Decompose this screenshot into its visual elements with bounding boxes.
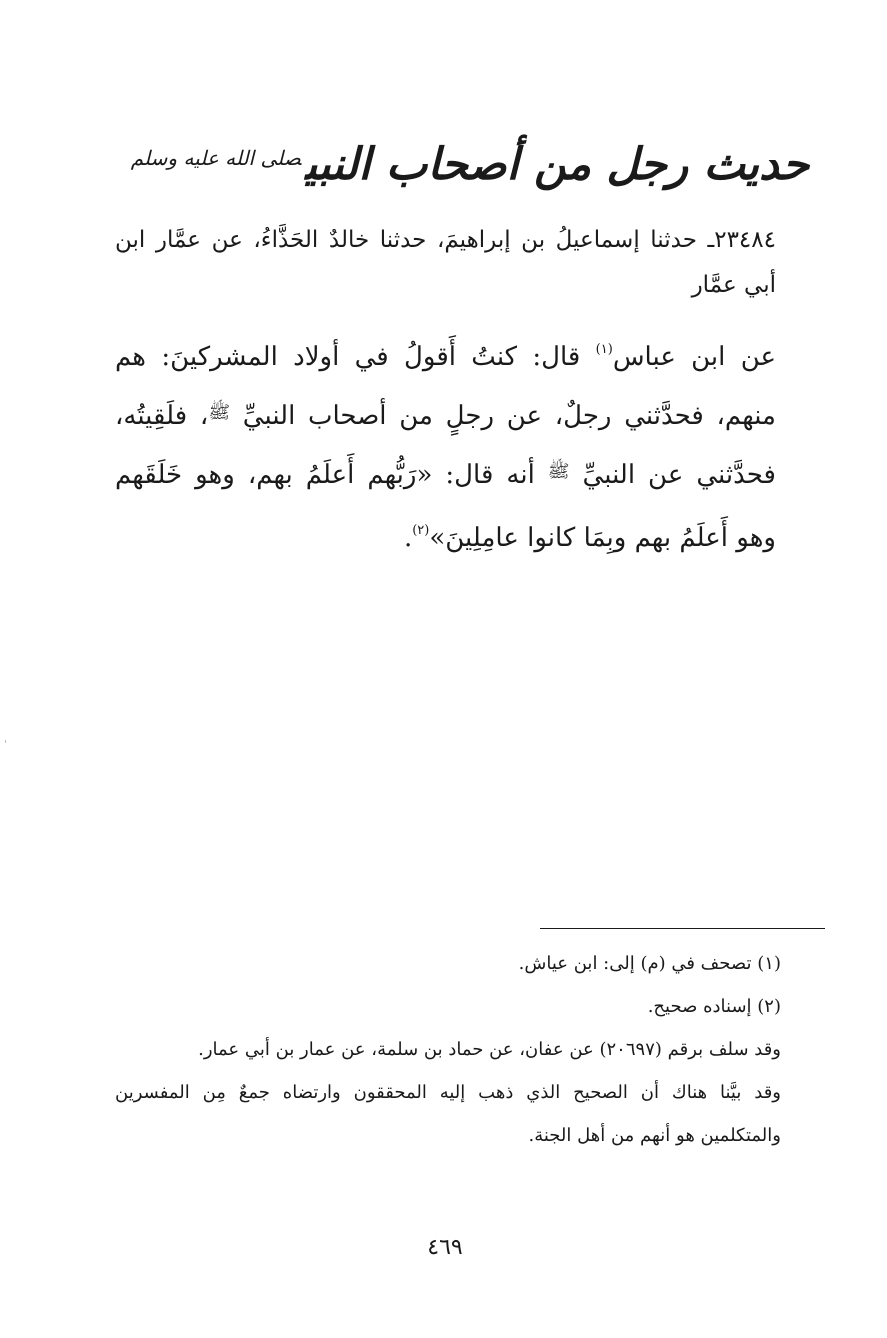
heading-honorific: صلى الله عليه وسلم — [130, 146, 302, 170]
matn-part-3: ، فلَقِيتُه، فحدَّثني عن النبيِّ — [115, 401, 776, 490]
page-number: ٤٦٩ — [427, 1235, 463, 1260]
hadith-chapter-heading — [120, 118, 820, 205]
matn-part-1: عن ابن عباس — [612, 342, 777, 372]
footnote-separator — [540, 928, 825, 929]
footnotes — [115, 942, 825, 1157]
matn-paragraph — [115, 322, 820, 566]
footnote-2: (٢) إسناده صحيح. — [647, 996, 781, 1017]
footnote-ref-2: (٢) — [412, 523, 430, 538]
footnote-ref-1: (١) — [595, 342, 613, 357]
matn-part-2: قال: كنتُ أَقولُ في أولاد المشركينَ: هم منهم، فحدَّثني رجلٌ، عن رجلٍ من أصحاب النبيِّ — [115, 342, 776, 431]
scan-margin-mark — [5, 740, 6, 743]
isnad-text: ٢٣٤٨٤ـ حدثنا إسماعيلُ بن إبراهيمَ، حدثنا خالدٌ الحَذَّاءُ، عن عمَّار ابن أبي عمَّار — [115, 227, 776, 298]
hadith-matn — [115, 322, 820, 566]
footnote-2-continuation: وقد سلف برقم (٢٠٦٩٧) عن عفان، عن حماد بن سلمة، عن عمار بن أبي عمار. — [198, 1039, 781, 1060]
salutation-glyph-1: ﷺ — [208, 402, 231, 423]
matn-part-4: أنه قال: «رَبُّهم أَعلَمُ بهم، وهو خَلَقَهم وهو أَعلَمُ بهم وبِمَا كانوا عامِلِينَ» — [115, 460, 776, 553]
footnote-1: (١) تصحف في (م) إلى: ابن عياش. — [518, 953, 781, 974]
matn-end: . — [403, 523, 413, 553]
hadith-isnad — [115, 218, 820, 308]
footnote-2-explanation: وقد بيَّنا هناك أن الصحيح الذي ذهب إليه المحققون وارتضاه جمعٌ مِن المفسرين والمتكلمين هو أنهم من أهل الجنة. — [115, 1082, 781, 1146]
salutation-glyph-2: ﷺ — [547, 461, 570, 482]
heading-title: حديث رجل من أصحاب النبي — [305, 139, 810, 190]
